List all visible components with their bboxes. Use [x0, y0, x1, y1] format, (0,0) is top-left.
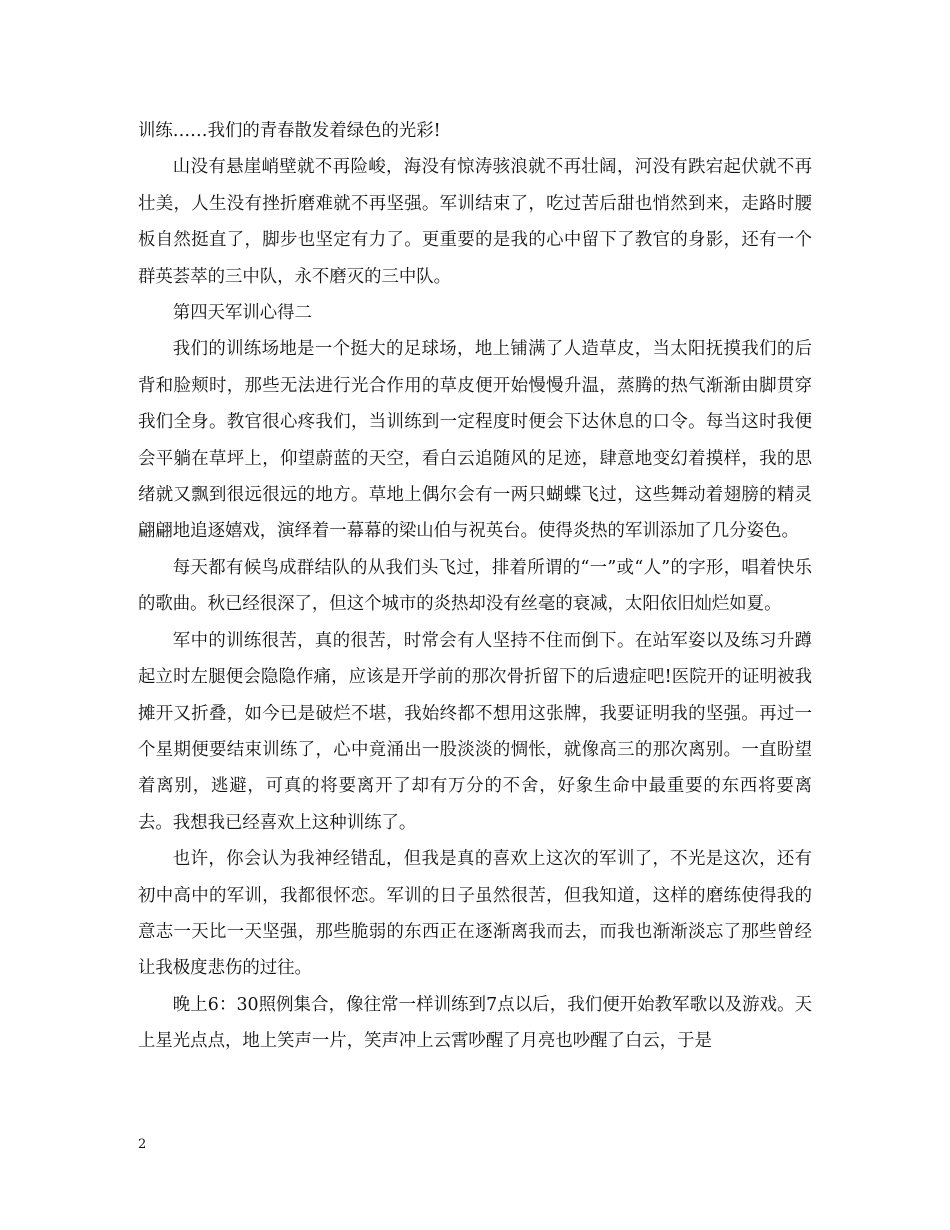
document-body: [138, 113, 812, 1060]
paragraph: 也许，你会认为我神经错乱，但我是真的喜欢上这次的军训了，不光是这次，还有初中高中的军训，我都很怀恋。军训的日子虽然很苦，但我知道，这样的磨练使得我的意志一天比一天坚强，那些脆弱的东西正在逐渐离我而去，而我也渐渐淡忘了那些曾经让我极度悲伤的过往。: [138, 849, 812, 979]
paragraph: 我们的训练场地是一个挺大的足球场，地上铺满了人造草皮，当太阳抚摸我们的后背和脸颊时，那些无法进行光合作用的草皮便开始慢慢升温，蒸腾的热气渐渐由脚贯穿我们全身。教官很心疼我们，当训练到一定程度时便会下达休息的口令。每当这时我便会平躺在草坪上，仰望蔚蓝的天空，看白云追随风的足迹，肆意地变幻着摸样，我的思绪就又飘到很远很远的地方。草地上偶尔会有一两只蝴蝶飞过，这些舞动着翅膀的精灵翩翩地追逐嬉戏，演绎着一幕幕的梁山伯与祝英台。使得炎热的军训添加了几分姿色。: [138, 339, 812, 542]
page-number: 2: [138, 1137, 147, 1152]
section-heading: 第四天军训心得二: [172, 303, 312, 324]
paragraph: 山没有悬崖峭壁就不再险峻，海没有惊涛骇浪就不再壮阔，河没有跌宕起伏就不再壮美，人生没有挫折磨难就不再坚强。军训结束了，吃过苦后甜也悄然到来，走路时腰板自然挺直了，脚步也坚定有力了。更重要的是我的心中留下了教官的身影，还有一个群英荟萃的三中队，永不磨灭的三中队。: [138, 157, 812, 287]
paragraph: 军中的训练很苦，真的很苦，时常会有人坚持不住而倒下。在站军姿以及练习升蹲起立时左腿便会隐隐作痛，应该是开学前的那次骨折留下的后遗症吧!医院开的证明被我摊开又折叠，如今已是破烂不堪，我始终都不想用这张牌，我要证明我的坚强。再过一个星期便要结束训练了，心中竟涌出一股淡淡的惆怅，就像高三的那次离别。一直盼望着离别，逃避，可真的将要离开了却有万分的不舍，好象生命中最重要的东西将要离去。我想我已经喜欢上这种训练了。: [138, 630, 812, 833]
paragraph: 每天都有候鸟成群结队的从我们头飞过，排着所谓的“一”或“人”的字形，唱着快乐的歌曲。秋已经很深了，但这个城市的炎热却没有丝毫的衰减，太阳依旧灿烂如夏。: [138, 557, 812, 615]
paragraph-continuation: 训练……我们的青春散发着绿色的光彩!: [138, 121, 441, 141]
paragraph: 晚上6：30照例集合，像往常一样训练到7点以后，我们便开始教军歌以及游戏。天上星光点点，地上笑声一片，笑声冲上云霄吵醒了月亮也吵醒了白云，于是: [138, 994, 812, 1052]
